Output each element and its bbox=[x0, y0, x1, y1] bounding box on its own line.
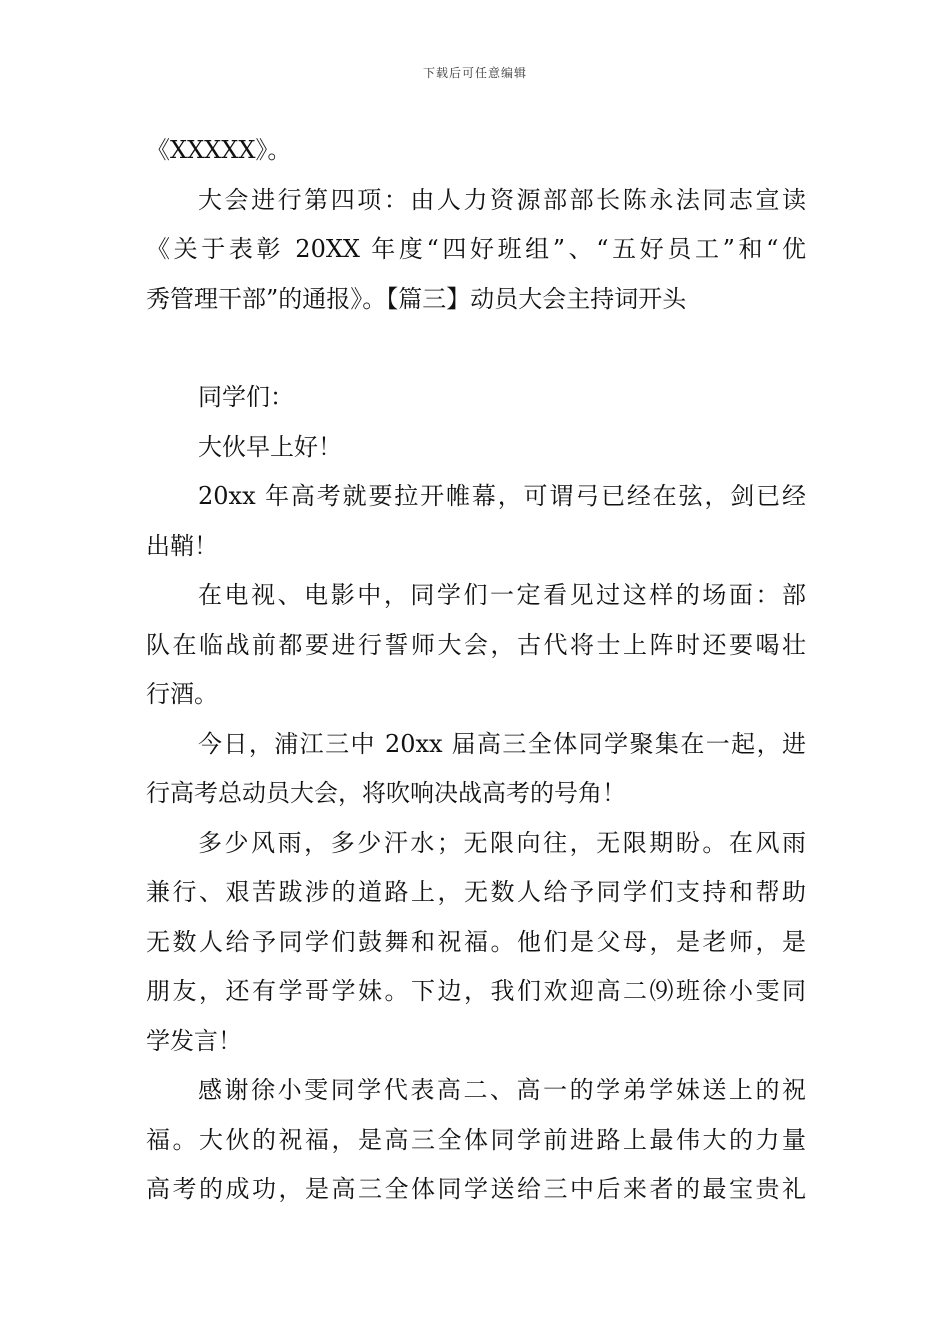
text-line: 兼行、艰苦跋涉的道路上，无数人给予同学们支持和帮助 bbox=[146, 878, 806, 906]
text-line: 《XXXXX》。 bbox=[146, 136, 292, 164]
text-line: 行高考总动员大会，将吹响决战高考的号角！ bbox=[146, 779, 626, 807]
document-body bbox=[146, 126, 806, 1215]
text-line: 无数人给予同学们鼓舞和祝福。他们是父母，是老师，是 bbox=[146, 927, 806, 956]
text-line: 今日，浦江三中 20xx 届高三全体同学聚集在一起，进 bbox=[198, 729, 806, 758]
blank-line bbox=[146, 324, 806, 373]
text-line: 秀管理干部”的通报》。【篇三】动员大会主持词开头 bbox=[146, 284, 687, 313]
text-line: 感谢徐小雯同学代表高二、高一的学弟学妹送上的祝 bbox=[198, 1076, 806, 1104]
text-line: 大会进行第四项：由人力资源部部长陈永法同志宣读 bbox=[198, 185, 806, 214]
text-line: 多少风雨，多少汗水；无限向往，无限期盼。在风雨 bbox=[198, 828, 806, 857]
text-line: 出鞘！ bbox=[146, 531, 218, 560]
text-line: 行酒。 bbox=[146, 680, 218, 708]
text-line: 在电视、电影中，同学们一定看见过这样的场面：部 bbox=[198, 581, 806, 609]
text-line: 队在临战前都要进行誓师大会，古代将士上阵时还要喝壮 bbox=[146, 630, 806, 659]
text-line: 朋友，还有学哥学妹。下边，我们欢迎高二⑼班徐小雯同 bbox=[146, 977, 806, 1005]
text-line: 同学们： bbox=[198, 383, 294, 411]
text-line: 《关于表彰 20XX 年度“四好班组”、“五好员工”和“优 bbox=[146, 235, 806, 263]
text-line: 大伙早上好！ bbox=[198, 432, 342, 461]
text-line: 高考的成功，是高三全体同学送给三中后来者的最宝贵礼 bbox=[146, 1175, 806, 1203]
page-header-note: 下载后可任意编辑 bbox=[422, 66, 527, 80]
text-line: 学发言！ bbox=[146, 1026, 242, 1055]
text-line: 福。大伙的祝福，是高三全体同学前进路上最伟大的力量 bbox=[146, 1125, 806, 1154]
text-line: 20xx 年高考就要拉开帷幕，可谓弓已经在弦，剑已经 bbox=[198, 482, 806, 510]
